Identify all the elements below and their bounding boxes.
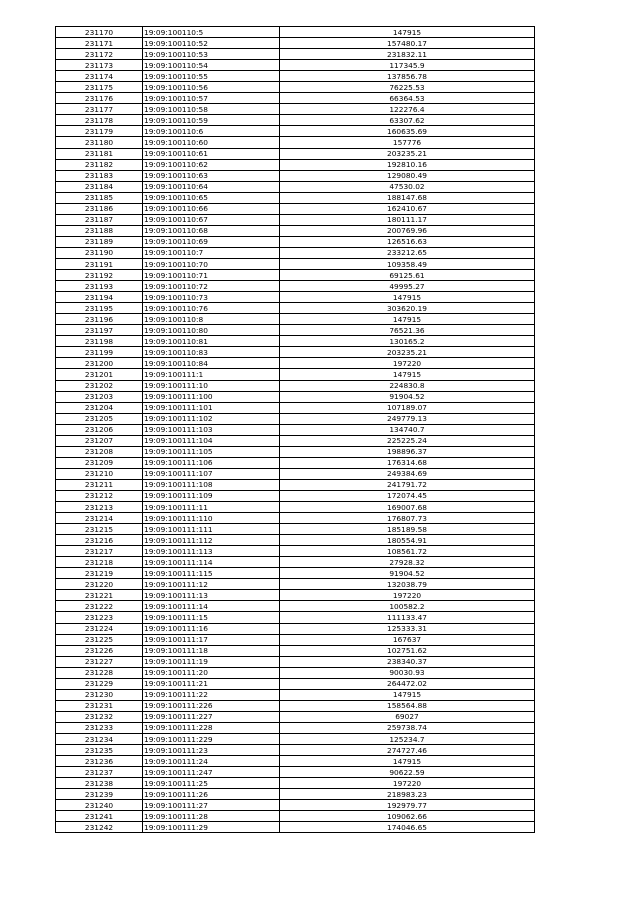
value-cell: 203235.21 [280, 148, 535, 159]
cadastral-number-cell: 19:09:100110:58 [143, 104, 280, 115]
row-id-cell: 231185 [56, 192, 143, 203]
value-cell: 274727.46 [280, 745, 535, 756]
row-id-cell: 231236 [56, 756, 143, 767]
value-cell: 76521.36 [280, 325, 535, 336]
table-row [56, 722, 535, 733]
row-id-cell: 231218 [56, 557, 143, 568]
value-cell: 158564.88 [280, 700, 535, 711]
value-cell: 197220 [280, 778, 535, 789]
row-id-cell: 231190 [56, 247, 143, 258]
value-cell: 259738.74 [280, 722, 535, 733]
table-row [56, 27, 535, 38]
table-row [56, 711, 535, 722]
value-cell: 238340.37 [280, 656, 535, 667]
data-table [55, 26, 535, 833]
row-id-cell: 231205 [56, 413, 143, 424]
value-cell: 172074.45 [280, 490, 535, 501]
table-row [56, 281, 535, 292]
cadastral-number-cell: 19:09:100110:55 [143, 71, 280, 82]
table-row [56, 137, 535, 148]
cadastral-number-cell: 19:09:100110:6 [143, 126, 280, 137]
table-row [56, 678, 535, 689]
table-row [56, 314, 535, 325]
cadastral-number-cell: 19:09:100111:11 [143, 502, 280, 513]
table-row [56, 192, 535, 203]
value-cell: 134740.7 [280, 424, 535, 435]
row-id-cell: 231179 [56, 126, 143, 137]
table-row [56, 800, 535, 811]
row-id-cell: 231197 [56, 325, 143, 336]
row-id-cell: 231198 [56, 336, 143, 347]
row-id-cell: 231210 [56, 468, 143, 479]
cadastral-number-cell: 19:09:100111:247 [143, 767, 280, 778]
table-row [56, 645, 535, 656]
row-id-cell: 231235 [56, 745, 143, 756]
table-row [56, 667, 535, 678]
table-row [56, 236, 535, 247]
table-row [56, 214, 535, 225]
table-row [56, 391, 535, 402]
cadastral-number-cell: 19:09:100111:227 [143, 711, 280, 722]
row-id-cell: 231201 [56, 369, 143, 380]
cadastral-number-cell: 19:09:100110:66 [143, 203, 280, 214]
value-cell: 167637 [280, 634, 535, 645]
table-row [56, 457, 535, 468]
value-cell: 264472.02 [280, 678, 535, 689]
row-id-cell: 231191 [56, 258, 143, 269]
table-row [56, 60, 535, 71]
value-cell: 147915 [280, 314, 535, 325]
value-cell: 197220 [280, 358, 535, 369]
value-cell: 188147.68 [280, 192, 535, 203]
table-row [56, 115, 535, 126]
cadastral-number-cell: 19:09:100111:26 [143, 789, 280, 800]
value-cell: 137856.78 [280, 71, 535, 82]
value-cell: 162410.67 [280, 203, 535, 214]
table-row [56, 71, 535, 82]
table-row [56, 734, 535, 745]
value-cell: 197220 [280, 590, 535, 601]
row-id-cell: 231237 [56, 767, 143, 778]
value-cell: 180111.17 [280, 214, 535, 225]
cadastral-number-cell: 19:09:100110:76 [143, 303, 280, 314]
value-cell: 147915 [280, 27, 535, 38]
table-row [56, 446, 535, 457]
table-row [56, 745, 535, 756]
value-cell: 203235.21 [280, 347, 535, 358]
cadastral-number-cell: 19:09:100111:28 [143, 811, 280, 822]
cadastral-number-cell: 19:09:100111:115 [143, 568, 280, 579]
row-id-cell: 231222 [56, 601, 143, 612]
row-id-cell: 231193 [56, 281, 143, 292]
cadastral-number-cell: 19:09:100111:20 [143, 667, 280, 678]
cadastral-number-cell: 19:09:100110:53 [143, 49, 280, 60]
value-cell: 224830.8 [280, 380, 535, 391]
table-row [56, 700, 535, 711]
cadastral-number-cell: 19:09:100110:73 [143, 292, 280, 303]
row-id-cell: 231239 [56, 789, 143, 800]
cadastral-number-cell: 19:09:100111:15 [143, 612, 280, 623]
row-id-cell: 231238 [56, 778, 143, 789]
table-row [56, 524, 535, 535]
table-row [56, 82, 535, 93]
value-cell: 90030.93 [280, 667, 535, 678]
value-cell: 107189.07 [280, 402, 535, 413]
table-row [56, 612, 535, 623]
cadastral-number-cell: 19:09:100111:14 [143, 601, 280, 612]
cadastral-number-cell: 19:09:100110:84 [143, 358, 280, 369]
table-row [56, 590, 535, 601]
cadastral-number-cell: 19:09:100111:22 [143, 689, 280, 700]
row-id-cell: 231204 [56, 402, 143, 413]
cadastral-number-cell: 19:09:100111:19 [143, 656, 280, 667]
table-row [56, 535, 535, 546]
cadastral-number-cell: 19:09:100111:110 [143, 513, 280, 524]
value-cell: 147915 [280, 689, 535, 700]
cadastral-number-cell: 19:09:100110:59 [143, 115, 280, 126]
cadastral-number-cell: 19:09:100111:103 [143, 424, 280, 435]
value-cell: 241791.72 [280, 479, 535, 490]
cadastral-number-cell: 19:09:100111:13 [143, 590, 280, 601]
table-row [56, 159, 535, 170]
cadastral-number-cell: 19:09:100111:21 [143, 678, 280, 689]
value-cell: 91904.52 [280, 391, 535, 402]
cadastral-number-cell: 19:09:100111:106 [143, 457, 280, 468]
row-id-cell: 231181 [56, 148, 143, 159]
row-id-cell: 231199 [56, 347, 143, 358]
value-cell: 109062.66 [280, 811, 535, 822]
row-id-cell: 231170 [56, 27, 143, 38]
table-row [56, 336, 535, 347]
value-cell: 117345.9 [280, 60, 535, 71]
table-row [56, 225, 535, 236]
value-cell: 147915 [280, 292, 535, 303]
value-cell: 169007.68 [280, 502, 535, 513]
cadastral-number-cell: 19:09:100110:62 [143, 159, 280, 170]
cadastral-number-cell: 19:09:100111:229 [143, 734, 280, 745]
cadastral-number-cell: 19:09:100110:64 [143, 181, 280, 192]
cadastral-number-cell: 19:09:100110:70 [143, 258, 280, 269]
row-id-cell: 231206 [56, 424, 143, 435]
row-id-cell: 231189 [56, 236, 143, 247]
row-id-cell: 231207 [56, 435, 143, 446]
table-row [56, 424, 535, 435]
cadastral-number-cell: 19:09:100111:109 [143, 490, 280, 501]
table-row [56, 546, 535, 557]
cadastral-number-cell: 19:09:100110:57 [143, 93, 280, 104]
row-id-cell: 231226 [56, 645, 143, 656]
value-cell: 218983.23 [280, 789, 535, 800]
table-row [56, 767, 535, 778]
table-row [56, 656, 535, 667]
value-cell: 130165.2 [280, 336, 535, 347]
table-row [56, 435, 535, 446]
cadastral-number-cell: 19:09:100111:23 [143, 745, 280, 756]
value-cell: 132038.79 [280, 579, 535, 590]
value-cell: 100582.2 [280, 601, 535, 612]
value-cell: 47530.02 [280, 181, 535, 192]
cadastral-number-cell: 19:09:100111:108 [143, 479, 280, 490]
cadastral-number-cell: 19:09:100110:83 [143, 347, 280, 358]
cadastral-number-cell: 19:09:100110:68 [143, 225, 280, 236]
cadastral-number-cell: 19:09:100111:107 [143, 468, 280, 479]
value-cell: 90622.59 [280, 767, 535, 778]
value-cell: 69125.61 [280, 270, 535, 281]
cadastral-number-cell: 19:09:100111:111 [143, 524, 280, 535]
row-id-cell: 231171 [56, 38, 143, 49]
value-cell: 249779.13 [280, 413, 535, 424]
value-cell: 176807.73 [280, 513, 535, 524]
table-row [56, 413, 535, 424]
cadastral-number-cell: 19:09:100111:228 [143, 722, 280, 733]
cadastral-number-cell: 19:09:100111:24 [143, 756, 280, 767]
value-cell: 157480.17 [280, 38, 535, 49]
value-cell: 27928.32 [280, 557, 535, 568]
value-cell: 176314.68 [280, 457, 535, 468]
row-id-cell: 231195 [56, 303, 143, 314]
row-id-cell: 231183 [56, 170, 143, 181]
row-id-cell: 231215 [56, 524, 143, 535]
table-row [56, 93, 535, 104]
table-row [56, 49, 535, 60]
cadastral-number-cell: 19:09:100111:105 [143, 446, 280, 457]
table-row [56, 822, 535, 833]
cadastral-number-cell: 19:09:100111:12 [143, 579, 280, 590]
row-id-cell: 231219 [56, 568, 143, 579]
cadastral-number-cell: 19:09:100111:25 [143, 778, 280, 789]
value-cell: 157776 [280, 137, 535, 148]
row-id-cell: 231184 [56, 181, 143, 192]
value-cell: 147915 [280, 369, 535, 380]
value-cell: 249384.69 [280, 468, 535, 479]
cadastral-number-cell: 19:09:100110:65 [143, 192, 280, 203]
row-id-cell: 231203 [56, 391, 143, 402]
value-cell: 125333.31 [280, 623, 535, 634]
cadastral-number-cell: 19:09:100110:67 [143, 214, 280, 225]
cadastral-number-cell: 19:09:100110:63 [143, 170, 280, 181]
table-row [56, 601, 535, 612]
cadastral-number-cell: 19:09:100111:114 [143, 557, 280, 568]
table-row [56, 402, 535, 413]
row-id-cell: 231234 [56, 734, 143, 745]
value-cell: 303620.19 [280, 303, 535, 314]
table-row [56, 623, 535, 634]
row-id-cell: 231173 [56, 60, 143, 71]
cadastral-number-cell: 19:09:100110:61 [143, 148, 280, 159]
row-id-cell: 231224 [56, 623, 143, 634]
row-id-cell: 231176 [56, 93, 143, 104]
table-row [56, 303, 535, 314]
table-row [56, 170, 535, 181]
value-cell: 200769.96 [280, 225, 535, 236]
value-cell: 111133.47 [280, 612, 535, 623]
table-row [56, 579, 535, 590]
table-row [56, 380, 535, 391]
table-row [56, 325, 535, 336]
cadastral-number-cell: 19:09:100111:112 [143, 535, 280, 546]
row-id-cell: 231178 [56, 115, 143, 126]
value-cell: 192810.16 [280, 159, 535, 170]
row-id-cell: 231229 [56, 678, 143, 689]
row-id-cell: 231175 [56, 82, 143, 93]
value-cell: 69027 [280, 711, 535, 722]
row-id-cell: 231187 [56, 214, 143, 225]
value-cell: 233212.65 [280, 247, 535, 258]
table-row [56, 789, 535, 800]
row-id-cell: 231223 [56, 612, 143, 623]
row-id-cell: 231241 [56, 811, 143, 822]
cadastral-number-cell: 19:09:100111:100 [143, 391, 280, 402]
table-row [56, 358, 535, 369]
table-row [56, 811, 535, 822]
table-row [56, 247, 535, 258]
row-id-cell: 231188 [56, 225, 143, 236]
table-row [56, 634, 535, 645]
value-cell: 185189.58 [280, 524, 535, 535]
value-cell: 91904.52 [280, 568, 535, 579]
cadastral-number-cell: 19:09:100110:5 [143, 27, 280, 38]
value-cell: 160635.69 [280, 126, 535, 137]
table-row [56, 258, 535, 269]
table-row [56, 490, 535, 501]
table-row [56, 126, 535, 137]
row-id-cell: 231233 [56, 722, 143, 733]
cadastral-number-cell: 19:09:100111:18 [143, 645, 280, 656]
table-row [56, 479, 535, 490]
cadastral-number-cell: 19:09:100111:29 [143, 822, 280, 833]
row-id-cell: 231196 [56, 314, 143, 325]
row-id-cell: 231231 [56, 700, 143, 711]
table-row [56, 292, 535, 303]
table-row [56, 369, 535, 380]
cadastral-number-cell: 19:09:100111:102 [143, 413, 280, 424]
table-row [56, 513, 535, 524]
row-id-cell: 231209 [56, 457, 143, 468]
value-cell: 192979.77 [280, 800, 535, 811]
row-id-cell: 231174 [56, 71, 143, 82]
value-cell: 174046.65 [280, 822, 535, 833]
cadastral-number-cell: 19:09:100111:17 [143, 634, 280, 645]
row-id-cell: 231242 [56, 822, 143, 833]
table-row [56, 347, 535, 358]
cadastral-number-cell: 19:09:100110:81 [143, 336, 280, 347]
value-cell: 108561.72 [280, 546, 535, 557]
row-id-cell: 231192 [56, 270, 143, 281]
table-row [56, 203, 535, 214]
value-cell: 129080.49 [280, 170, 535, 181]
value-cell: 147915 [280, 756, 535, 767]
row-id-cell: 231232 [56, 711, 143, 722]
value-cell: 126516.63 [280, 236, 535, 247]
table-row [56, 270, 535, 281]
row-id-cell: 231228 [56, 667, 143, 678]
value-cell: 76225.53 [280, 82, 535, 93]
row-id-cell: 231227 [56, 656, 143, 667]
value-cell: 225225.24 [280, 435, 535, 446]
cadastral-number-cell: 19:09:100111:226 [143, 700, 280, 711]
cadastral-number-cell: 19:09:100110:56 [143, 82, 280, 93]
cadastral-number-cell: 19:09:100110:80 [143, 325, 280, 336]
cadastral-number-cell: 19:09:100111:10 [143, 380, 280, 391]
cadastral-number-cell: 19:09:100110:54 [143, 60, 280, 71]
table-row [56, 38, 535, 49]
row-id-cell: 231202 [56, 380, 143, 391]
cadastral-number-cell: 19:09:100111:101 [143, 402, 280, 413]
value-cell: 49995.27 [280, 281, 535, 292]
value-cell: 180554.91 [280, 535, 535, 546]
row-id-cell: 231214 [56, 513, 143, 524]
cadastral-number-cell: 19:09:100111:27 [143, 800, 280, 811]
table-row [56, 502, 535, 513]
cadastral-number-cell: 19:09:100111:104 [143, 435, 280, 446]
row-id-cell: 231211 [56, 479, 143, 490]
cadastral-number-cell: 19:09:100110:72 [143, 281, 280, 292]
value-cell: 125234.7 [280, 734, 535, 745]
row-id-cell: 231213 [56, 502, 143, 513]
cadastral-number-cell: 19:09:100111:113 [143, 546, 280, 557]
row-id-cell: 231182 [56, 159, 143, 170]
table-row [56, 557, 535, 568]
value-cell: 66364.53 [280, 93, 535, 104]
table-row [56, 778, 535, 789]
row-id-cell: 231186 [56, 203, 143, 214]
table-row [56, 568, 535, 579]
value-cell: 198896.37 [280, 446, 535, 457]
cadastral-number-cell: 19:09:100110:69 [143, 236, 280, 247]
row-id-cell: 231220 [56, 579, 143, 590]
row-id-cell: 231177 [56, 104, 143, 115]
value-cell: 122276.4 [280, 104, 535, 115]
value-cell: 231832.11 [280, 49, 535, 60]
row-id-cell: 231194 [56, 292, 143, 303]
value-cell: 63307.62 [280, 115, 535, 126]
row-id-cell: 231208 [56, 446, 143, 457]
table-row [56, 756, 535, 767]
row-id-cell: 231230 [56, 689, 143, 700]
row-id-cell: 231240 [56, 800, 143, 811]
table-row [56, 181, 535, 192]
row-id-cell: 231221 [56, 590, 143, 601]
cadastral-number-cell: 19:09:100110:52 [143, 38, 280, 49]
table-row [56, 689, 535, 700]
cadastral-number-cell: 19:09:100111:16 [143, 623, 280, 634]
row-id-cell: 231172 [56, 49, 143, 60]
table-row [56, 468, 535, 479]
cadastral-number-cell: 19:09:100110:71 [143, 270, 280, 281]
cadastral-number-cell: 19:09:100110:60 [143, 137, 280, 148]
row-id-cell: 231200 [56, 358, 143, 369]
table-row [56, 104, 535, 115]
cadastral-number-cell: 19:09:100110:8 [143, 314, 280, 325]
value-cell: 102751.62 [280, 645, 535, 656]
value-cell: 109358.49 [280, 258, 535, 269]
row-id-cell: 231212 [56, 490, 143, 501]
row-id-cell: 231225 [56, 634, 143, 645]
row-id-cell: 231216 [56, 535, 143, 546]
table-body [56, 27, 535, 833]
cadastral-number-cell: 19:09:100111:1 [143, 369, 280, 380]
row-id-cell: 231217 [56, 546, 143, 557]
row-id-cell: 231180 [56, 137, 143, 148]
cadastral-number-cell: 19:09:100110:7 [143, 247, 280, 258]
table-row [56, 148, 535, 159]
